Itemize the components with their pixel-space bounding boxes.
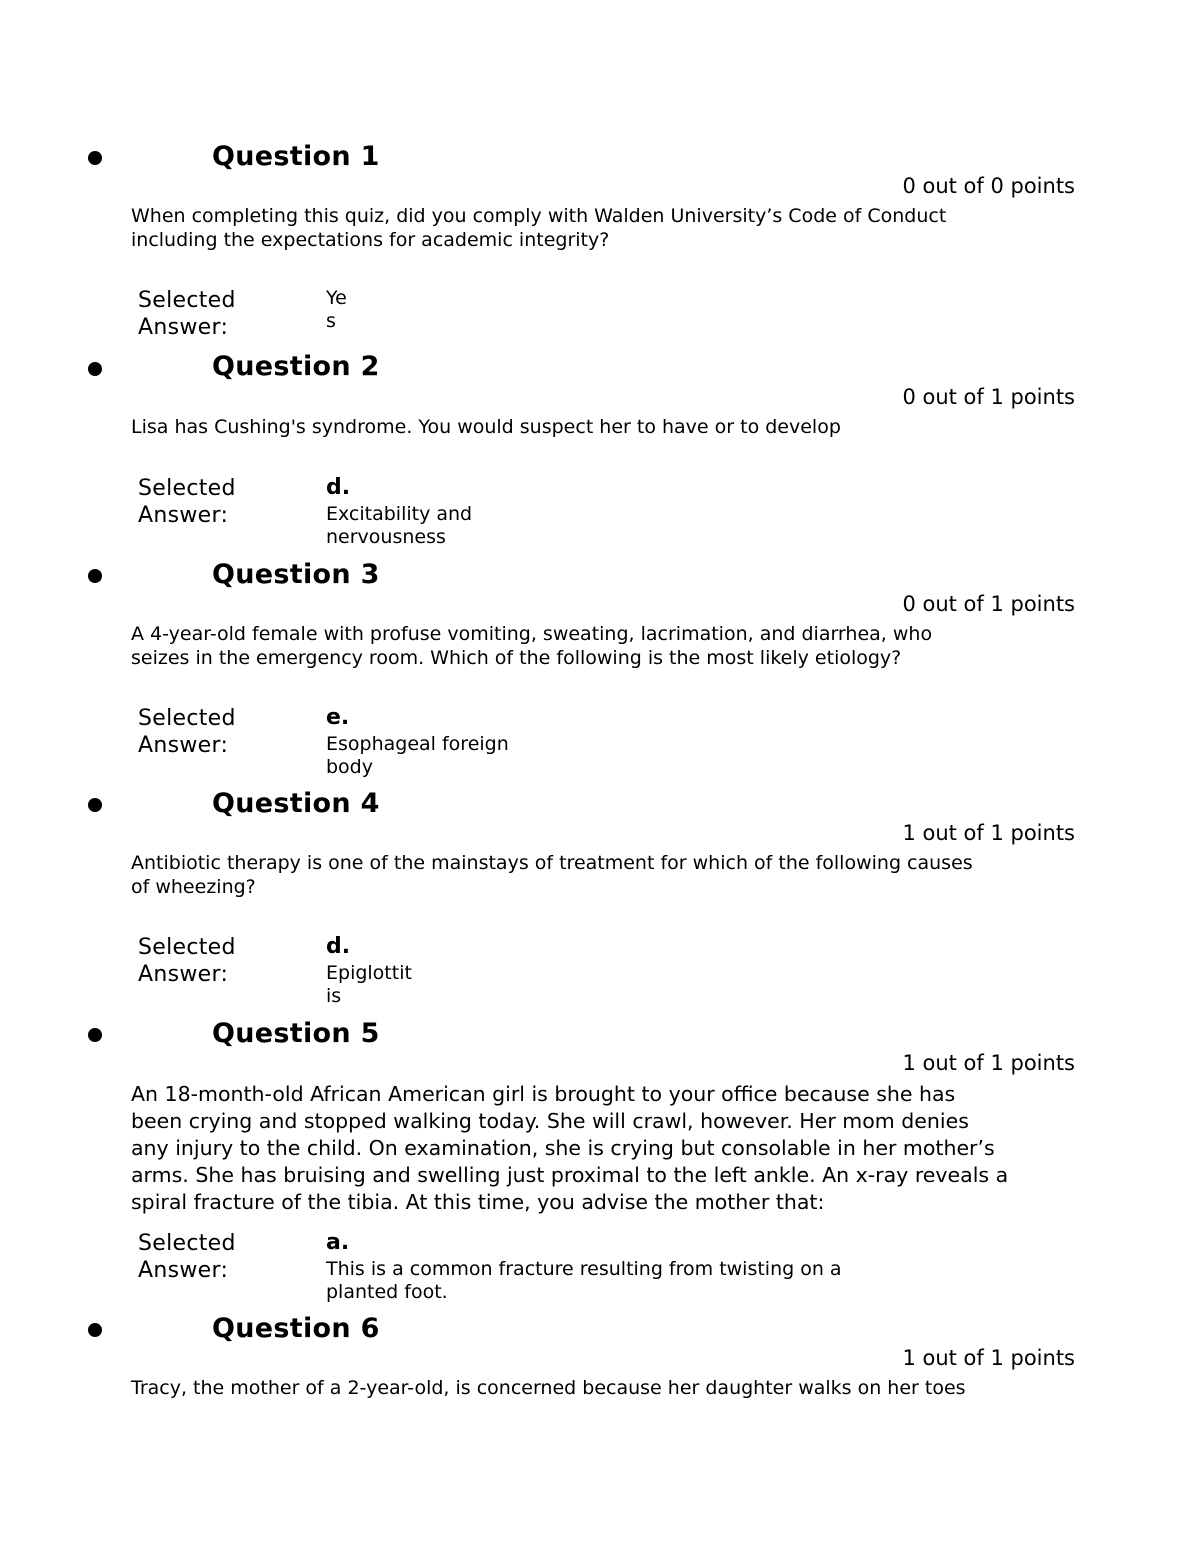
selected-answer-label: Selected Answer:	[138, 476, 236, 528]
question-title: Question 6	[212, 1313, 380, 1344]
bullet-icon	[88, 1323, 102, 1337]
selected-answer-text: Epiglottit is	[326, 962, 412, 1007]
question-points: 1 out of 1 points	[902, 1346, 1075, 1370]
selected-answer-letter: a.	[326, 1230, 350, 1255]
selected-answer-label: Selected Answer:	[138, 288, 236, 340]
question-text: Tracy, the mother of a 2-year-old, is concerned because her daughter walks on her toes	[131, 1377, 966, 1399]
selected-answer-label: Selected Answer:	[138, 935, 236, 987]
question-title: Question 3	[212, 559, 380, 590]
bullet-icon	[88, 362, 102, 376]
selected-answer-label: Selected Answer:	[138, 706, 236, 758]
selected-answer-text: This is a common fracture resulting from twisting on a planted foot.	[326, 1258, 842, 1303]
question-text: Lisa has Cushing's syndrome. You would suspect her to have or to develop	[131, 416, 841, 438]
bullet-icon	[88, 1028, 102, 1042]
question-title: Question 1	[212, 141, 380, 172]
selected-answer-letter: e.	[326, 705, 350, 730]
bullet-icon	[88, 798, 102, 812]
question-text: A 4-year-old female with profuse vomiting, sweating, lacrimation, and diarrhea, who seizes in the emergency room. Which of the following is the most likely etiology?	[131, 623, 933, 669]
question-points: 0 out of 1 points	[902, 592, 1075, 616]
question-title: Question 4	[212, 788, 380, 819]
question-points: 1 out of 1 points	[902, 821, 1075, 845]
question-points: 0 out of 0 points	[902, 174, 1075, 198]
question-points: 0 out of 1 points	[902, 385, 1075, 409]
question-text: An 18-month-old African American girl is brought to your office because she has been crying and stopped walking today. She will crawl, however. Her mom denies any injury to the child. On examination, she is crying but consolable in her mother’s arms. She has bruising and swelling just proximal to the left ankle. An x-ray reveals a spiral fracture of the tibia. At this time, you advise the mother that:	[131, 1082, 1009, 1214]
selected-answer-text: Excitability and nervousness	[326, 503, 473, 548]
question-title: Question 5	[212, 1018, 380, 1049]
selected-answer-letter: d.	[326, 475, 351, 500]
question-title: Question 2	[212, 351, 380, 382]
selected-answer-text: Ye s	[326, 287, 347, 332]
question-text: When completing this quiz, did you comply with Walden University’s Code of Conduct including the expectations for academic integrity?	[131, 205, 947, 251]
selected-answer-letter: d.	[326, 934, 351, 959]
selected-answer-text: Esophageal foreign body	[326, 733, 509, 778]
selected-answer-label: Selected Answer:	[138, 1231, 236, 1283]
question-points: 1 out of 1 points	[902, 1051, 1075, 1075]
question-text: Antibiotic therapy is one of the mainstays of treatment for which of the following causes of wheezing?	[131, 852, 973, 898]
bullet-icon	[88, 151, 102, 165]
bullet-icon	[88, 569, 102, 583]
